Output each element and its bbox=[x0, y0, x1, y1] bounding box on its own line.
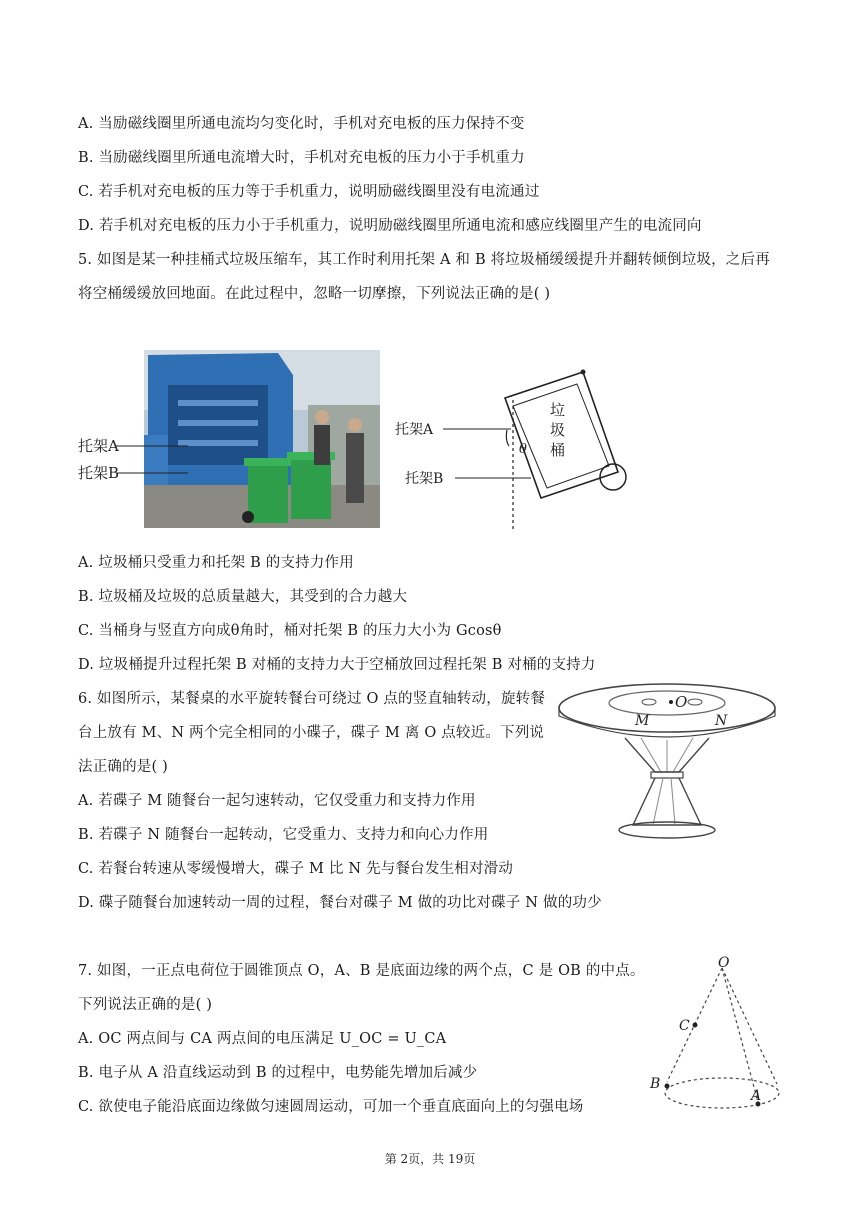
q5-angle-theta: θ bbox=[519, 442, 527, 457]
q7-label-a: A bbox=[751, 1088, 762, 1104]
q6-option-b: B. 若碟子 N 随餐台一起转动，它受重力、支持力和向心力作用 bbox=[78, 827, 489, 843]
q6-stem-line3: 法正确的是( ) bbox=[78, 759, 169, 775]
q4-option-a: A. 当励磁线圈里所通电流均匀变化时，手机对充电板的压力保持不变 bbox=[78, 116, 525, 132]
q4-option-d: D. 若手机对充电板的压力小于手机重力，说明励磁线圈里所通电流和感应线圈里产生的电流同向 bbox=[78, 218, 702, 234]
q6-stem-line1: 6. 如图所示，某餐桌的水平旋转餐台可绕过 O 点的竖直轴转动，旋转餐 bbox=[78, 691, 546, 707]
q6-option-c: C. 若餐台转速从零缓慢增大，碟子 M 比 N 先与餐台发生相对滑动 bbox=[78, 861, 514, 877]
q6-table-figure bbox=[555, 680, 780, 845]
q7-stem-line2: 下列说法正确的是( ) bbox=[78, 997, 213, 1013]
q6-option-d: D. 碟子随餐台加速转动一周的过程，餐台对碟子 M 做的功比对碟子 N 做的功少 bbox=[78, 895, 602, 911]
page-footer: 第 2页，共 19页 bbox=[384, 1152, 476, 1166]
q5-photo-label-a: 托架A bbox=[78, 437, 119, 455]
q7-label-b: B bbox=[650, 1076, 661, 1092]
q7-option-b: B. 电子从 A 沿直线运动到 B 的过程中，电势能先增加后减少 bbox=[78, 1065, 478, 1081]
q7-label-c: C bbox=[679, 1018, 690, 1034]
q6-option-a: A. 若碟子 M 随餐台一起匀速转动，它仅受重力和支持力作用 bbox=[78, 793, 476, 809]
q4-option-b: B. 当励磁线圈里所通电流增大时，手机对充电板的压力小于手机重力 bbox=[78, 150, 525, 166]
q7-label-o: O bbox=[718, 955, 730, 971]
q6-label-n: N bbox=[715, 713, 728, 729]
q7-cone-figure bbox=[645, 950, 795, 1115]
q6-stem-line2: 台上放有 M、N 两个完全相同的小碟子，碟子 M 离 O 点较近。下列说 bbox=[78, 725, 545, 741]
q5-photo-label-b: 托架B bbox=[78, 464, 120, 482]
q6-label-o: O bbox=[675, 693, 688, 711]
q5-option-c: C. 当桶身与竖直方向成θ角时，桶对托架 B 的压力大小为 Gcosθ bbox=[78, 623, 502, 639]
q5-diagram-label-b: 托架B bbox=[405, 471, 444, 487]
q6-label-m: M bbox=[635, 713, 650, 729]
q5-bin-char-1: 垃 bbox=[550, 401, 566, 419]
q5-diagram-label-a: 托架A bbox=[395, 422, 434, 438]
q5-bin-char-3: 桶 bbox=[550, 441, 566, 459]
q5-option-a: A. 垃圾桶只受重力和托架 B 的支持力作用 bbox=[78, 555, 354, 571]
q5-bin-char-2: 圾 bbox=[550, 421, 566, 439]
q5-option-b: B. 垃圾桶及垃圾的总质量越大，其受到的合力越大 bbox=[78, 589, 408, 605]
q7-option-a: A. OC 两点间与 CA 两点间的电压满足 U_OC = U_CA bbox=[78, 1031, 447, 1047]
q5-option-d: D. 垃圾桶提升过程托架 B 对桶的支持力大于空桶放回过程托架 B 对桶的支持力 bbox=[78, 657, 596, 673]
q5-bin-diagram bbox=[395, 360, 640, 535]
q5-stem-line2: 将空桶缓缓放回地面。在此过程中，忽略一切摩擦，下列说法正确的是( ) bbox=[78, 286, 551, 302]
q5-stem-line1: 5. 如图是某一种挂桶式垃圾压缩车，其工作时利用托架 A 和 B 将垃圾桶缓缓提升并翻转倾倒垃圾，之后再 bbox=[78, 252, 770, 268]
q7-option-c: C. 欲使电子能沿底面边缘做匀速圆周运动，可加一个垂直底面向上的匀强电场 bbox=[78, 1099, 584, 1115]
q4-option-c: C. 若手机对充电板的压力等于手机重力，说明励磁线圈里没有电流通过 bbox=[78, 184, 540, 200]
q7-stem-line1: 7. 如图，一正点电荷位于圆锥顶点 O，A、B 是底面边缘的两个点，C 是 OB 的中点。 bbox=[78, 963, 645, 979]
q5-truck-photo bbox=[78, 345, 383, 530]
